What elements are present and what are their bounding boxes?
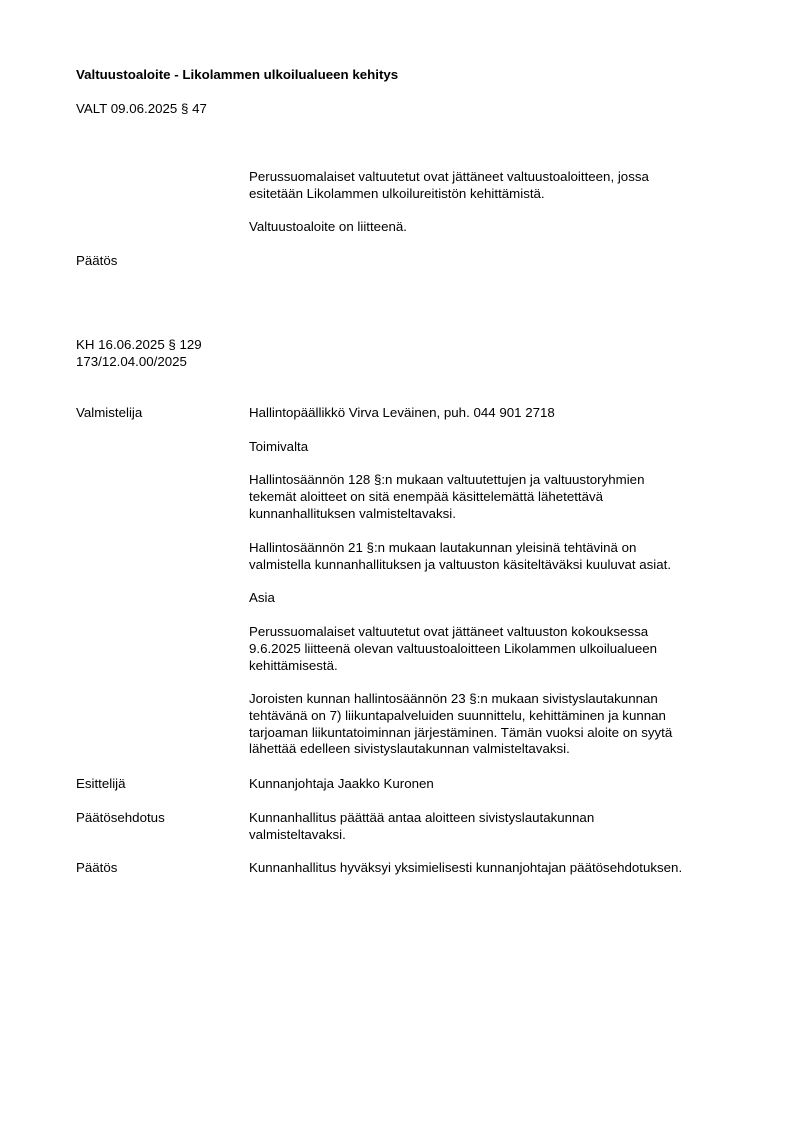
intro-line: Perussuomalaiset valtuutetut ovat jättäneet valtuustoaloitteen, jossa bbox=[249, 169, 649, 184]
kh-reference bbox=[76, 337, 202, 371]
toimivalta-paragraph-2 bbox=[249, 540, 749, 574]
first-paatos-label: Päätös bbox=[76, 253, 118, 268]
paatos-value: Kunnanhallitus hyväksyi yksimielisesti kunnanjohtajan päätösehdotuksen. bbox=[249, 860, 683, 875]
paragraph-line: valmistella kunnanhallituksen ja valtuuston käsiteltäväksi kuuluvat asiat. bbox=[249, 556, 672, 572]
diary-number: 173/12.04.00/2025 bbox=[76, 353, 187, 369]
esittelija-label: Esittelijä bbox=[76, 776, 126, 791]
paragraph-line: kunnanhallituksen valmisteltavaksi. bbox=[249, 505, 456, 521]
toimivalta-paragraph-1 bbox=[249, 472, 749, 522]
paatosehdotus-label: Päätösehdotus bbox=[76, 810, 165, 825]
paatosehdotus-value bbox=[249, 810, 749, 844]
esittelija-value: Kunnanjohtaja Jaakko Kuronen bbox=[249, 776, 434, 791]
paragraph-line: lähettää edelleen sivistyslautakunnan valmisteltavaksi. bbox=[249, 741, 570, 757]
intro-line: esitetään Likolammen ulkoilureitistön kehittämistä. bbox=[249, 185, 545, 201]
asia-paragraph-1 bbox=[249, 624, 749, 674]
document-title: Valtuustoaloite - Likolammen ulkoilualueen kehitys bbox=[76, 67, 399, 82]
paragraph-line: Joroisten kunnan hallintosäännön 23 §:n mukaan sivistyslautakunnan bbox=[249, 691, 658, 706]
paragraph-line: kehittämisestä. bbox=[249, 657, 338, 673]
paragraph-line: Kunnanhallitus päättää antaa aloitteen sivistyslautakunnan bbox=[249, 810, 595, 825]
paragraph-line: valmisteltavaksi. bbox=[249, 826, 346, 842]
paragraph-line: Hallintosäännön 128 §:n mukaan valtuutettujen ja valtuustoryhmien bbox=[249, 472, 645, 487]
toimivalta-heading: Toimivalta bbox=[249, 439, 309, 454]
attachment-note: Valtuustoaloite on liitteenä. bbox=[249, 219, 407, 234]
paragraph-line: Hallintosäännön 21 §:n mukaan lautakunnan yleisinä tehtävinä on bbox=[249, 540, 637, 555]
asia-heading: Asia bbox=[249, 590, 275, 605]
paragraph-line: 9.6.2025 liitteenä olevan valtuustoaloitteen Likolammen ulkoilualueen bbox=[249, 640, 658, 656]
paragraph-line: Perussuomalaiset valtuutetut ovat jättäneet valtuuston kokouksessa bbox=[249, 624, 649, 639]
paatos-label: Päätös bbox=[76, 860, 118, 875]
paragraph-line: tekemät aloitteet on sitä enempää käsittelemättä lähetettävä bbox=[249, 488, 604, 504]
valmistelija-label: Valmistelija bbox=[76, 405, 143, 420]
intro-paragraph bbox=[249, 169, 749, 203]
paragraph-line: tehtävänä on 7) liikuntapalveluiden suunnittelu, kehittäminen ja kunnan bbox=[249, 707, 666, 723]
valt-reference: VALT 09.06.2025 § 47 bbox=[76, 101, 207, 116]
kh-reference-line: KH 16.06.2025 § 129 bbox=[76, 337, 202, 352]
valmistelija-value: Hallintopäällikkö Virva Leväinen, puh. 044 901 2718 bbox=[249, 405, 555, 420]
asia-paragraph-2 bbox=[249, 691, 749, 758]
paragraph-line: tarjoaman liikuntatoiminnan järjestäminen. Tämän vuoksi aloite on syytä bbox=[249, 724, 673, 740]
